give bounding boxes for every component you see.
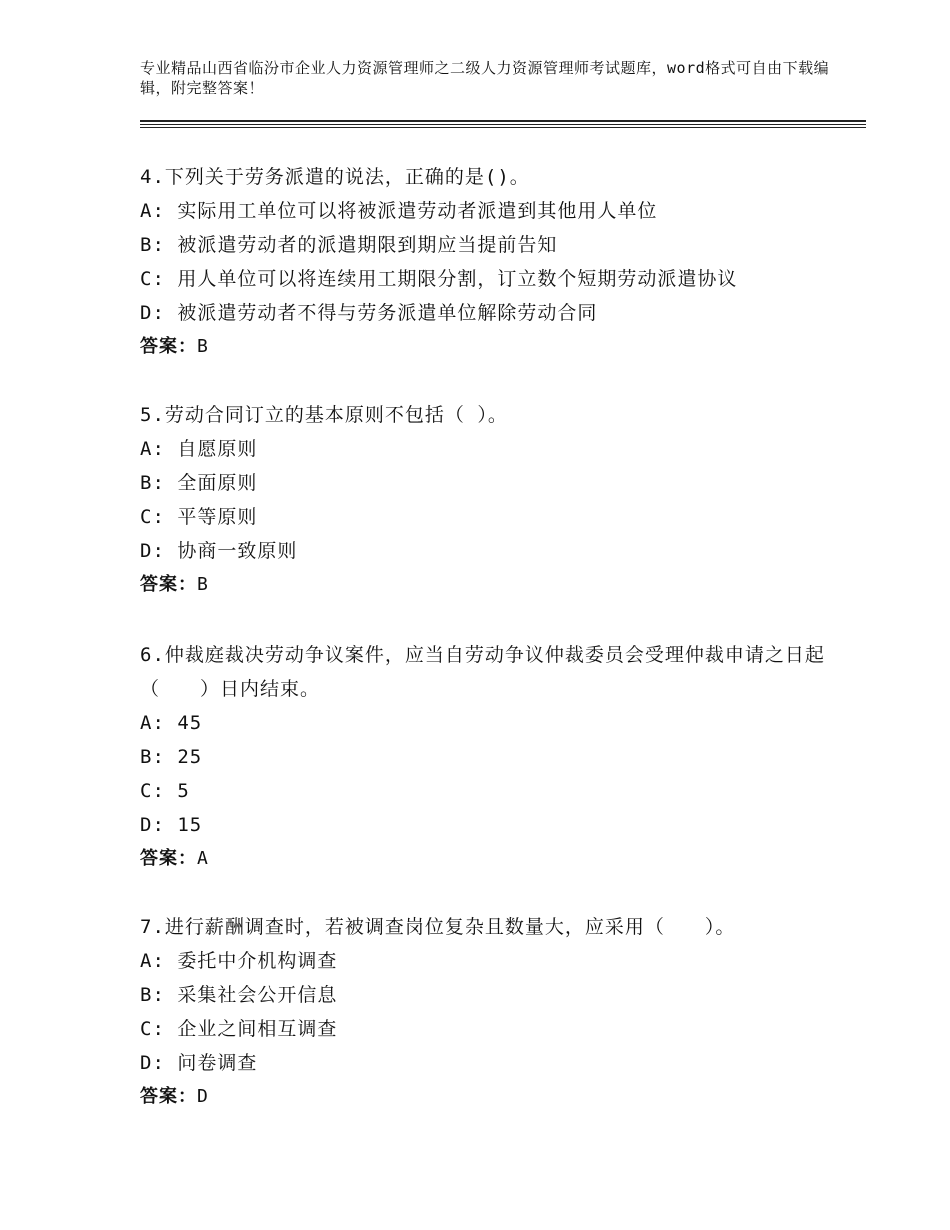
option-b: B: 25 xyxy=(140,746,203,768)
option-c: C: 用人单位可以将连续用工期限分割，订立数个短期劳动派遣协议 xyxy=(140,268,738,290)
question-block-4 xyxy=(140,160,830,364)
header-divider xyxy=(140,120,866,122)
option-d: D: 15 xyxy=(140,814,203,836)
answer-line xyxy=(140,1080,830,1114)
question-stem: 7.进行薪酬调查时，若被调查岗位复杂且数量大，应采用（ ）。 xyxy=(140,916,736,938)
answer-label: 答案： xyxy=(140,336,197,357)
option-c: C: 5 xyxy=(140,780,190,802)
option-d: D: 问卷调查 xyxy=(140,1052,258,1074)
option-c: C: 企业之间相互调查 xyxy=(140,1018,338,1040)
answer-value: D xyxy=(197,1086,209,1107)
option-b: B: 采集社会公开信息 xyxy=(140,984,338,1006)
option-b: B: 全面原则 xyxy=(140,472,258,494)
option-d: D: 被派遣劳动者不得与劳务派遣单位解除劳动合同 xyxy=(140,302,598,324)
question-block-5 xyxy=(140,398,830,602)
question-stem: 4.下列关于劳务派遣的说法，正确的是()。 xyxy=(140,166,530,188)
answer-value: B xyxy=(197,336,209,357)
question-block-7 xyxy=(140,910,830,1114)
answer-line xyxy=(140,842,830,876)
answer-label: 答案： xyxy=(140,574,197,595)
option-d: D: 协商一致原则 xyxy=(140,540,298,562)
option-b: B: 被派遣劳动者的派遣期限到期应当提前告知 xyxy=(140,234,558,256)
option-a: A: 自愿原则 xyxy=(140,438,258,460)
option-a: A: 委托中介机构调查 xyxy=(140,950,338,972)
answer-label: 答案： xyxy=(140,1086,197,1107)
option-a: A: 实际用工单位可以将被派遣劳动者派遣到其他用人单位 xyxy=(140,200,658,222)
answer-value: B xyxy=(197,574,209,595)
answer-line xyxy=(140,568,830,602)
header-divider xyxy=(140,127,866,128)
answer-value: A xyxy=(197,848,209,869)
question-stem: 5.劳动合同订立的基本原则不包括（ ）。 xyxy=(140,404,508,426)
option-c: C: 平等原则 xyxy=(140,506,258,528)
answer-line xyxy=(140,330,830,364)
option-a: A: 45 xyxy=(140,712,203,734)
question-stem: 6.仲裁庭裁决劳动争议案件，应当自劳动争议仲裁委员会受理仲裁申请之日起（ ）日内结束。 xyxy=(140,644,825,700)
answer-label: 答案： xyxy=(140,848,197,869)
header-divider xyxy=(140,124,866,125)
document-header: 专业精品山西省临汾市企业人力资源管理师之二级人力资源管理师考试题库，word格式可自由下载编辑，附完整答案！ xyxy=(140,59,830,97)
question-block-6 xyxy=(140,638,830,876)
